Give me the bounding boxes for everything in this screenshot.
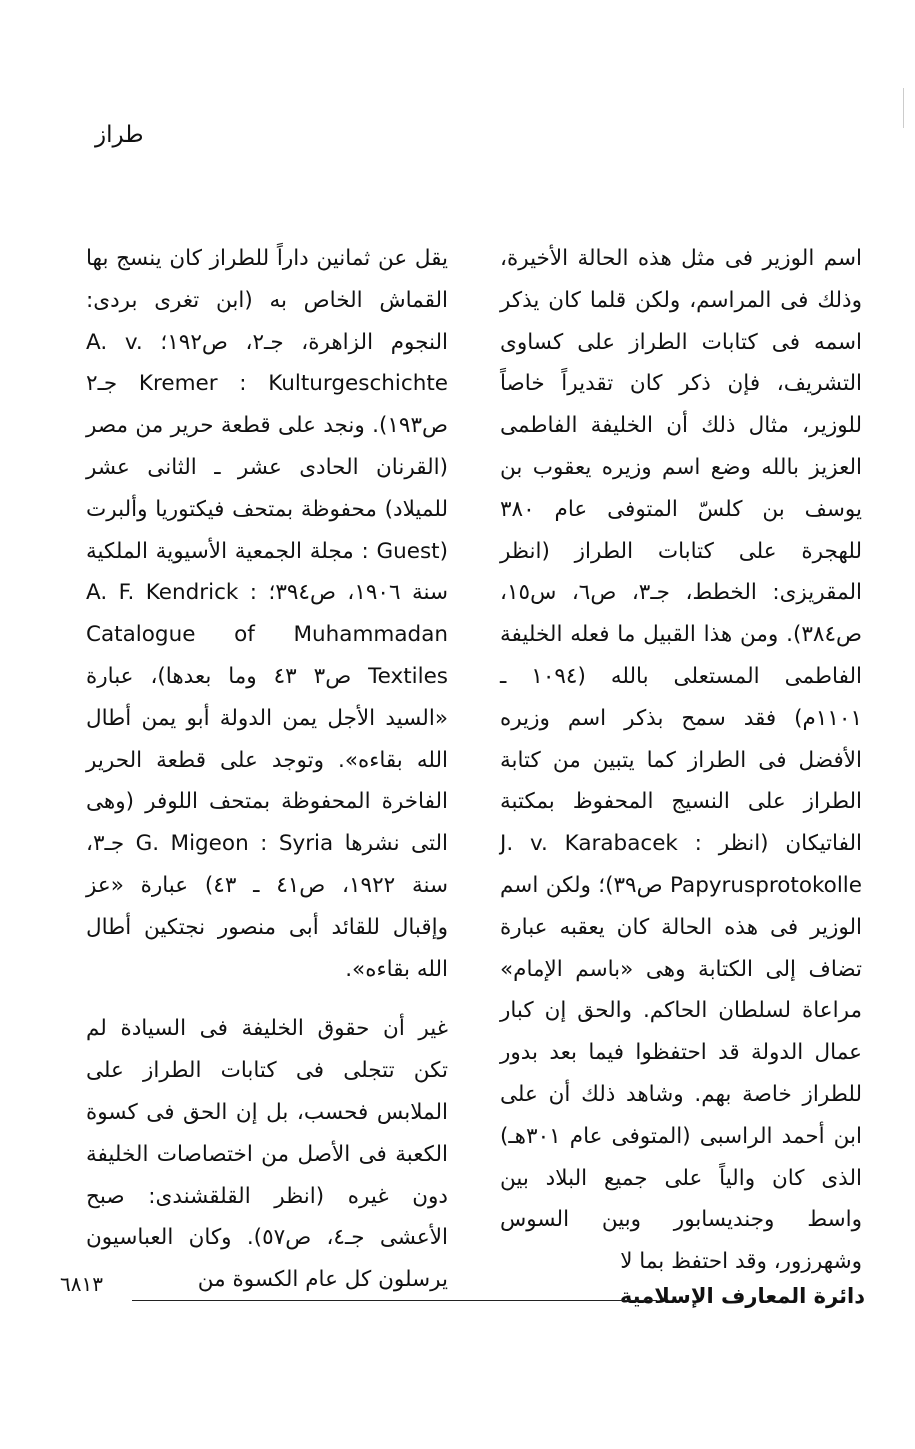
page-footer xyxy=(60,1272,865,1312)
paragraph: يقل عن ثمانين داراً للطراز كان ينسج بها القماش الخاص به (ابن تغرى بردى: النجوم الزاهرة، جـ٢، ص١٩٢؛ A. v. Kremer : Kulturgeschichte جـ٢ ص١٩٣). ونجد على قطعة حرير من مصر (القرنان الحادى عشر ـ الثانى عشر للميلاد) محفوظة بمتحف فيكتوريا وألبرت (Guest : مجلة الجمعية الأسيوية الملكية سنة ١٩٠٦، ص٣٩٤؛ A. F. Kendrick : Catalogue of Muhammadan Textiles ص٣ ٤٣ وما بعدها)، عبارة «السيد الأجل يمن الدولة أبو يمن أطال الله بقاءه». وتوجد على قطعة الحرير الفاخرة المحفوظة بمتحف اللوفر (وهى التى نشرها G. Migeon : Syria جـ٣، سنة ١٩٢٢، ص٤١ ـ ٤٣) عبارة «عز وإقبال للقائد أبى منصور نجتكين أطال الله بقاءه». xyxy=(86,246,449,982)
running-title: طراز xyxy=(95,122,144,148)
paragraph: غير أن حقوق الخليفة فى السيادة لم تكن تتجلى فى كتابات الطراز على الملابس فحسب، بل إن الحق فى كسوة الكعبة فى الأصل من اختصاصات الخليفة دون غيره (انظر القلقشندى: صبح الأعشى جـ٤، ص٥٧). وكان العباسيون يرسلون كل عام الكسوة من xyxy=(86,1016,448,1293)
paragraph: اسم الوزير فى مثل هذه الحالة الأخيرة، وذلك فى المراسم، ولكن قلما كان يذكر اسمه فى كتابات الطراز على كساوى التشريف، فإن ذكر كان تقديراً خاصاً للوزير، مثال ذلك أن الخليفة الفاطمى العزيز بالله وضع اسم وزيره يعقوب بن يوسف بن كلسّ المتوفى عام ٣٨٠ للهجرة على كتابات الطراز (انظر المقريزى: الخطط، جـ٣، ص٦، س١٥، ص٣٨٤). ومن هذا القبيل ما فعله الخليفة الفاطمى المستعلى بالله (١٠٩٤ ـ ١١٠١م) فقد سمح بذكر اسم وزيره الأفضل فى الطراز كما يتبين من كتابة الطراز على النسيج المحفوظ بمكتبة الفاتيكان (انظر J. v. Karabacek : Papyrusprotokolle ص٣٩)؛ ولكن اسم الوزير فى هذه الحالة كان يعقبه عبارة تضاف إلى الكتابة وهى «باسم الإمام» مراعاة لسلطان الحاكم. والحق إن كبار عمال الدولة قد احتفظوا فيما بعد بدور للطراز خاصة بهم. وشاهد ذلك أن على ابن أحمد الراسبى (المتوفى عام ٣٠١هـ) الذى كان والياً على جميع البلاد بين واسط وجنديسابور وبين السوس وشهرزور، وقد احتفظ بما لا xyxy=(500,246,862,1275)
page-number: ٦٨١٣ xyxy=(60,1272,103,1296)
text-column-left xyxy=(86,238,448,1301)
footer-rule xyxy=(132,1300,657,1301)
publication-title: دائرة المعارف الإسلامية xyxy=(619,1284,865,1308)
text-column-right xyxy=(500,238,862,1283)
scan-edge-mark xyxy=(903,88,904,128)
